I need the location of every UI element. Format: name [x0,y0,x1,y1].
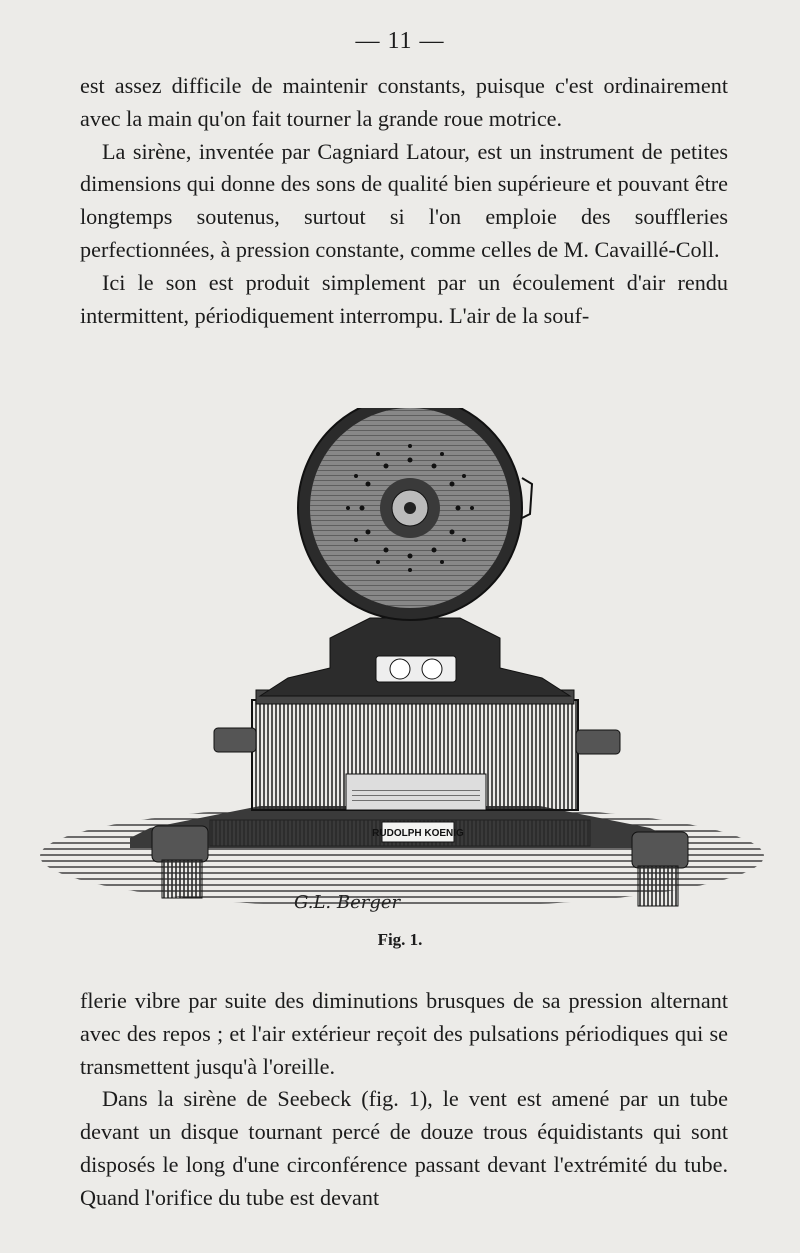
paragraph: Dans la sirène de Seebeck (fig. 1), le vent est amené par un tube devant un disque tournant percé de douze trous équidistants qui sont disposés le long d'une circonférence passant devant l'extrémité du tube. Quand l'orifice du tube est devant [80,1086,728,1210]
figure-caption: Fig. 1. [377,930,423,949]
cabinet [252,690,578,810]
paragraph: est assez difficile de maintenir constants, puisque c'est ordinairement avec la main qu'on fait tourner la grande roue motrice. [80,73,728,131]
siren-illustration [30,408,770,920]
page-number: — 11 — [355,28,445,54]
paragraph: Ici le son est produit simplement par un écoulement d'air rendu intermittent, périodiquement interrompu. L'air de la souf- [80,269,728,328]
stand [260,618,570,696]
text-block-top [80,70,728,332]
paragraph: flerie vibre par suite des diminutions brusques de sa pression alternant avec des repos ; et l'air extérieur reçoit des pulsations périodiques qui se transmettent jusqu'à l'oreille. [80,988,728,1079]
text-block-bottom [80,985,728,1215]
engraver-signature: G.L. Berger [294,892,401,913]
siren-disc [298,408,532,620]
paragraph: La sirène, inventée par Cagniard Latour, est un instrument de petites dimensions qui donne des sons de qualité bien supérieure et pouvant être longtemps soutenus, surtout si l'on emploie des souffleries perfectionnées, à pression constante, comme celles de M. Cavaillé-Coll. [80,138,728,262]
maker-label: RUDOLPH KOENIG [372,828,464,839]
